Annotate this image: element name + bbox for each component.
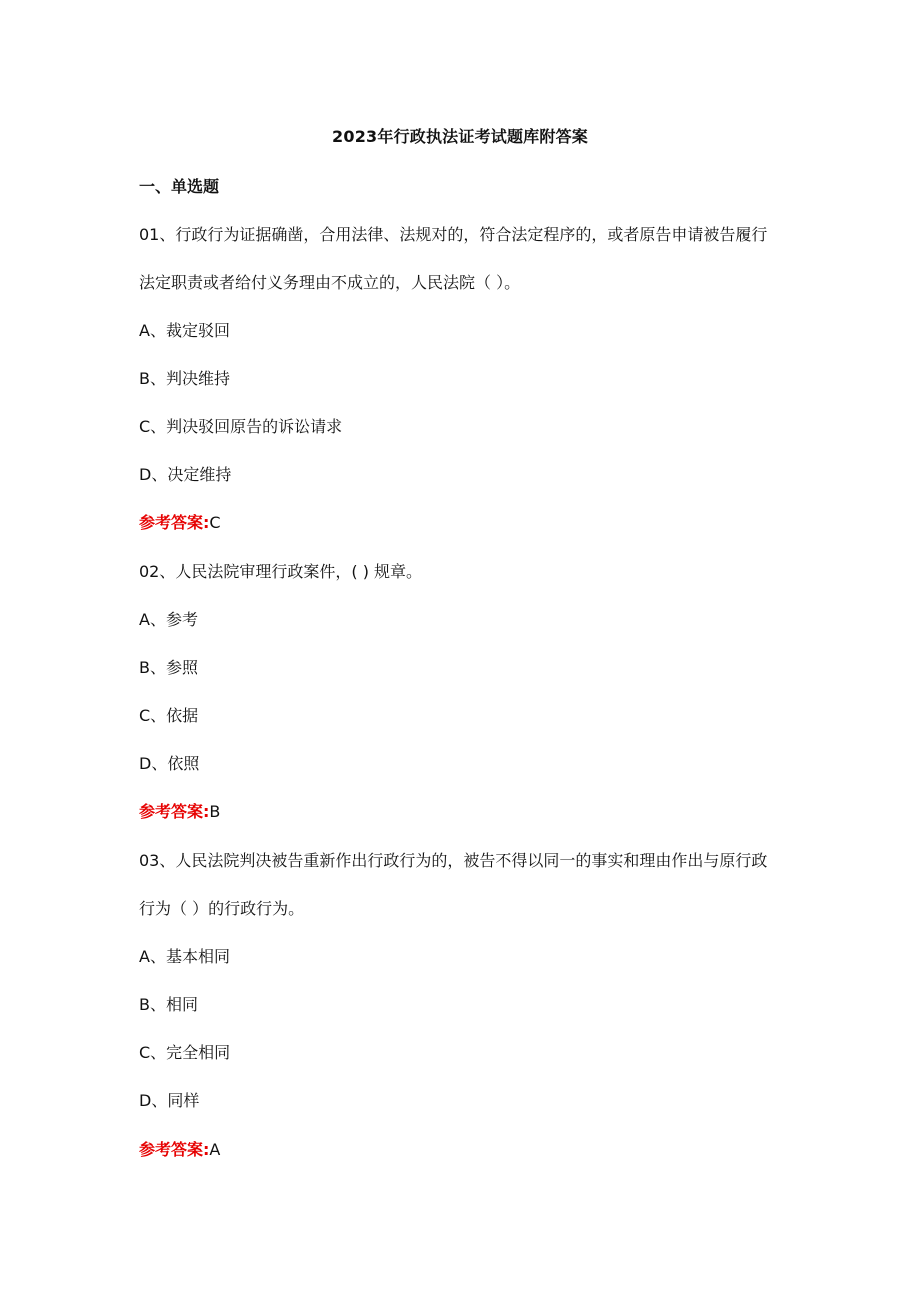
answer-line	[139, 801, 799, 823]
section-heading: 一、单选题	[139, 177, 220, 196]
answer-line	[139, 512, 799, 534]
question-stem-continued: 法定职责或者给付义务理由不成立的，人民法院（ ）。	[139, 273, 521, 292]
answer-line	[139, 1139, 799, 1161]
option-b: B、相同	[139, 995, 198, 1014]
question-stem: 01、行政行为证据确凿，合用法律、法规对的，符合法定程序的，或者原告申请被告履行	[139, 225, 768, 244]
question-stem: 03、人民法院判决被告重新作出行政行为的，被告不得以同一的事实和理由作出与原行政	[139, 851, 768, 870]
option-a: A、基本相同	[139, 947, 230, 966]
option-c: C、完全相同	[139, 1043, 231, 1062]
question-stem: 02、人民法院审理行政案件，( ) 规章。	[139, 562, 423, 581]
option-d: D、依照	[139, 754, 200, 773]
answer-label: 参考答案:	[139, 802, 210, 821]
option-a: A、参考	[139, 610, 198, 629]
option-d: D、同样	[139, 1091, 200, 1110]
option-c: C、判决驳回原告的诉讼请求	[139, 417, 343, 436]
option-c: C、依据	[139, 706, 199, 725]
option-a: A、裁定驳回	[139, 321, 230, 340]
document-title: 2023年行政执法证考试题库附答案	[332, 127, 588, 146]
answer-value: A	[209, 1140, 221, 1159]
answer-label: 参考答案:	[139, 1140, 210, 1159]
answer-value: C	[209, 513, 221, 532]
question-stem-continued: 行为（ ）的行政行为。	[139, 899, 305, 918]
answer-label: 参考答案:	[139, 513, 210, 532]
option-b: B、判决维持	[139, 369, 230, 388]
option-d: D、决定维持	[139, 465, 232, 484]
answer-value: B	[209, 802, 221, 821]
option-b: B、参照	[139, 658, 198, 677]
